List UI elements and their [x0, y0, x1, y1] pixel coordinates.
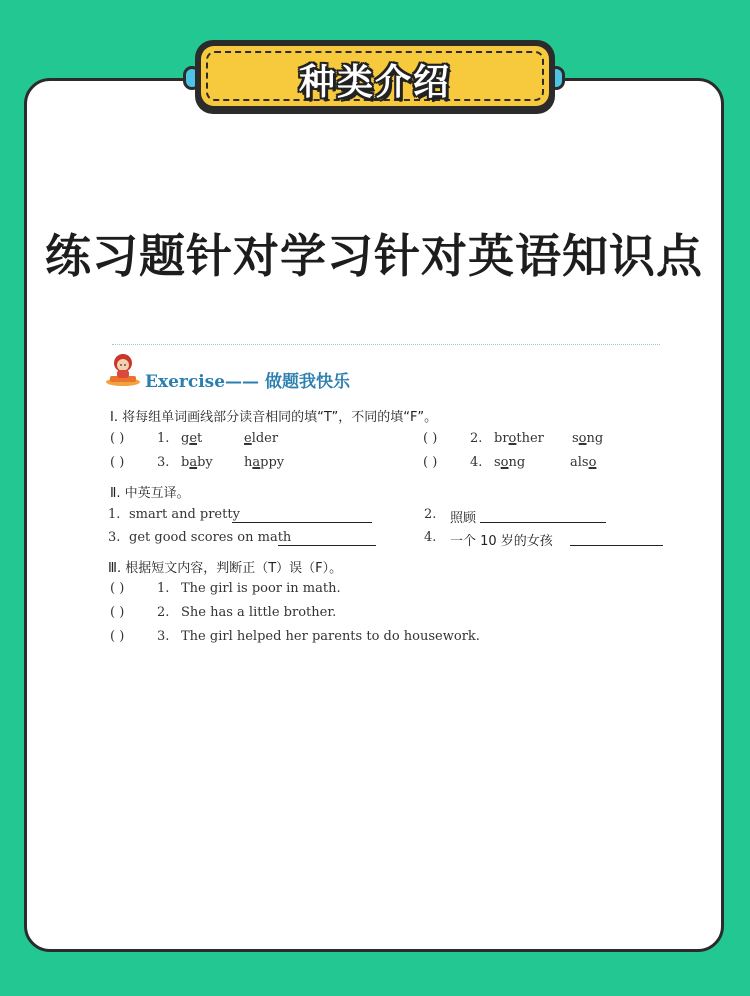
- answer-blank[interactable]: [278, 545, 376, 546]
- banner-title: 种类介绍: [298, 62, 451, 103]
- answer-blank[interactable]: [570, 545, 663, 546]
- translate-prompt: 一个 10 岁的女孩: [450, 534, 553, 549]
- answer-paren: ( ): [110, 431, 125, 446]
- word-happy: happy: [244, 455, 285, 470]
- word-elder: elder: [244, 431, 279, 446]
- translate-prompt: 照顾: [450, 511, 477, 526]
- answer-paren: ( ): [423, 455, 438, 470]
- statement-text: The girl helped her parents to do housework.: [181, 629, 480, 644]
- answer-paren: ( ): [110, 581, 125, 596]
- girl-reading-icon: [104, 351, 142, 387]
- word-song: song: [572, 431, 604, 446]
- word-brother: brother: [494, 431, 544, 446]
- answer-blank[interactable]: [232, 522, 372, 523]
- item-number: 1.: [108, 507, 121, 522]
- dotted-divider: [112, 344, 660, 345]
- word-song: song: [494, 455, 526, 470]
- item-number: 3.: [108, 530, 121, 545]
- exercise-title: Exercise—— 做题我快乐: [145, 372, 350, 392]
- item-number: 3.: [157, 629, 170, 644]
- category-banner: [195, 40, 555, 114]
- answer-paren: ( ): [110, 455, 125, 470]
- item-number: 1.: [157, 431, 170, 446]
- headline: 练习题针对学习针对英语知识点: [45, 229, 703, 283]
- section2-heading: Ⅱ. 中英互译。: [110, 486, 190, 501]
- item-number: 4.: [470, 455, 483, 470]
- item-number: 2.: [424, 507, 437, 522]
- item-number: 2.: [470, 431, 483, 446]
- item-number: 1.: [157, 581, 170, 596]
- section1-heading: Ⅰ. 将每组单词画线部分读音相同的填“T”，不同的填“F”。: [110, 410, 438, 425]
- word-get: get: [181, 431, 203, 446]
- answer-paren: ( ): [423, 431, 438, 446]
- answer-paren: ( ): [110, 629, 125, 644]
- item-number: 4.: [424, 530, 437, 545]
- translate-prompt: smart and pretty: [129, 507, 240, 522]
- section3-heading: Ⅲ. 根据短文内容，判断正（T）误（F）。: [108, 561, 343, 576]
- word-also: also: [570, 455, 597, 470]
- statement-text: The girl is poor in math.: [181, 581, 341, 596]
- answer-paren: ( ): [110, 605, 125, 620]
- item-number: 2.: [157, 605, 170, 620]
- translate-prompt: get good scores on math: [129, 530, 292, 545]
- word-baby: baby: [181, 455, 213, 470]
- statement-text: She has a little brother.: [181, 605, 337, 620]
- item-number: 3.: [157, 455, 170, 470]
- answer-blank[interactable]: [480, 522, 606, 523]
